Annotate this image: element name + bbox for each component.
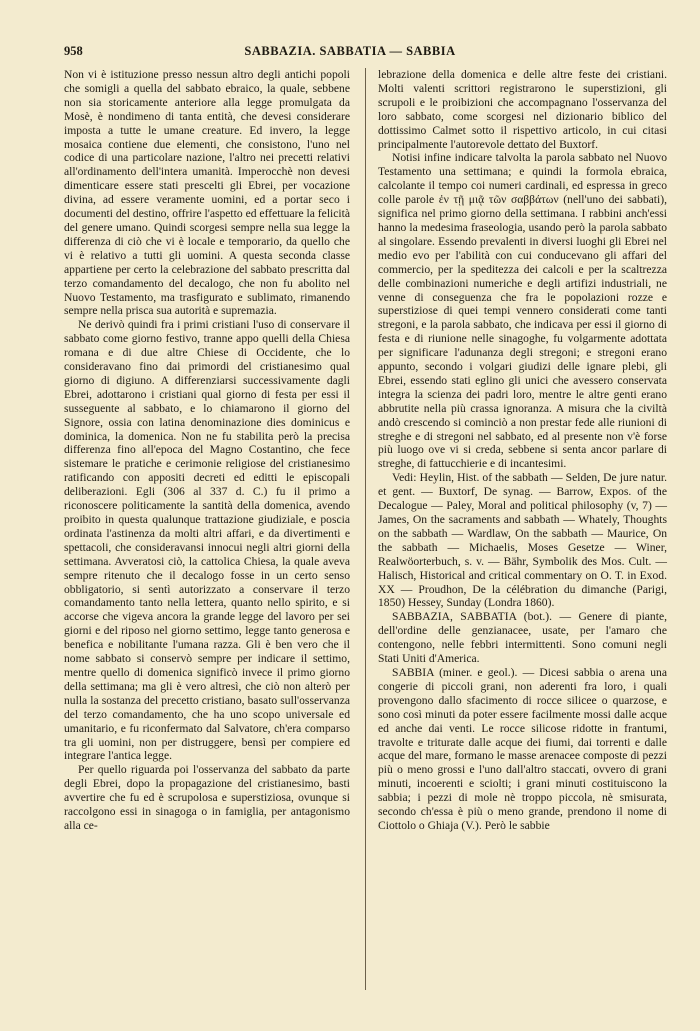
right-column	[378, 68, 667, 833]
entry-sabbazia: SABBAZIA, SABBATIA (bot.). — Genere di piante, dell'ordine delle genzianacee, usate, per l'amaro che contengono, nelle febbri intermittenti. Sono comuni negli Stati Uniti d'America.	[378, 610, 667, 666]
paragraph: Per quello riguarda poi l'osservanza del sabbato da parte degli Ebrei, dopo la propagazione del cristianesimo, basti avvertire che fu ed è scrupolosa e superstiziosa, ovunque si raccolgono essi in sinagoga o in famiglia, per antagonismo alla ce-	[64, 763, 350, 832]
paragraph: Ne derivò quindi fra i primi cristiani l'uso di conservare il sabbato come giorno festivo, tranne appo quelli della Chiesa romana e di due altre Chiese di Occidente, che lo consideravano fino dai primordi del cristianesimo qual giorno di digiuno. A differenziarsi successivamente dagli Ebrei, adottarono i cristiani qual giorno di festa per essi il susseguente al sabbato, e lo chiamarono il giorno del Signore, ossia con latina denominazione dies dominicus e dominica, la domenica. Non ne fu stabilita però la precisa differenza fino all'epoca del Magno Costantino, che fece sistemare le pratiche e cerimonie religiose del cristianesimo ratificando con appositi decreti ed editti le episcopali deliberazioni. Egli (306 al 337 d. C.) fu il primo a riconoscere politicamente la santità della domenica, avendo proibito in questa qualunque trattazione giudiziale, e poscia ordinata l'astinenza da molti altri affari, e da divertimenti e spettacoli, che consideravansi innocui negli altri giorni della settimana. Avveratosi ciò, la cattolica Chiesa, la quale aveva sempre ritenuto che il decalogo fosse in un certo senso obbligatorio, si sentì autorizzato a conservare il terzo comandamento tanto nella lettera, quanto nello spirito, e si accorse che vigeva ancora la grande legge del lavoro per sei giorni e del riposo nel giorno settimo, legge tanto generosa e benefica e nobilitante l'umana razza. Gli è ben vero che il nome sabbato si conservò sempre per indicare il settimo, mentre quello di domenica significò invece il primo giorno della settimana; ma gli è vero altresì, che ciò non alterò per nulla la sostanza del precetto cristiano, basato sull'osservanza del terzo comandamento, che ha uno scopo universale ed umanitario, e fu riconfermato dal Salvatore, ch'era comparso tra gli uomini, non per distruggere, bensì per compiere ed integrare l'antica legge.	[64, 318, 350, 763]
paragraph: Notisi infine indicare talvolta la parola sabbato nel Nuovo Testamento una settimana; e quindi la formola ebraica, calcolante il tempo coi numeri cardinali, ed espressa in greco colle parole ἐν τῇ μιᾷ τῶν σαββάτων (nell'uno dei sabbati), significa nel primo giorno della settimana. I rabbini anch'essi hanno la medesima fraseologia, usando però la parola sabbato al singolare. Essendo prevalenti in diversi luoghi gli Ebrei nel medio evo per l'abilità con cui conducevano gli affari del commercio, per la speditezza dei calcoli e per la scaltrezza delle combinazioni numeriche e degli artifizi industriali, ne venne di conseguenza che fra le popolazioni rozze e superstiziose di quei tempi vennero considerati come tanti stregoni, e la parola sabbato, che indicava per essi il giorno di festa e di riunione nelle sinagoghe, fu volgarmente adottata per significare l'adunanza degli stregoni; e stregoni erano appunto, secondo i volgari giudizi delle ignare plebi, gli Ebrei, essendo stati eglino gli unici che avessero conservata integra la scienza dei padri loro, mentre le altre genti erano abbrutite nella più crassa ignoranza. A misura che la civiltà andò crescendo si cominciò a non prestar fede alle riunioni di streghe e di stregoni nel sabbato, ed al presente non v'è forse più luogo ove vi si creda, sebbene si senta ancor parlare di streghe, di fattucchierie e di incantesimi.	[378, 151, 667, 471]
page-number: 958	[64, 44, 83, 58]
running-title: SABBAZIA. SABBATIA — SABBIA	[244, 44, 456, 58]
left-column	[64, 68, 350, 833]
paragraph: lebrazione della domenica e delle altre feste dei cristiani. Molti valenti scrittori registrarono le superstizioni, gli scrupoli e le proibizioni che accompagnano l'osservanza del loro sabbato, come scorgesi nel dizionario biblico del dottissimo Calmet sotto il rispettivo articolo, in cui citasi principalmente l'autorevole dettato del Buxtorf.	[378, 68, 667, 151]
entry-sabbia: SABBIA (miner. e geol.). — Dicesi sabbia o arena una congerie di piccoli grani, non aderenti fra loro, i quali provengono dallo sfacimento di rocce silicee o quarzose, e sono così minuti da poter essere facilmente mossi dalle acque ed anche dai venti. Le rocce silicose ridotte in frantumi, travolte e triturate dalle acque dei fiumi, dai torrenti e dalle acque del mare, formano le masse arenacee composte di pezzi più o meno grossi e l'uno dall'altro staccati, ovvero di grani minuti, incoerenti e sciolti; i grani minuti costituiscono la sabbia; i pezzi di mole nè troppo piccola, nè smisurata, secondo ch'essa è più o meno grande, prendono il nome di Ciottolo o Ghiaja (V.). Però le sabbie	[378, 665, 667, 832]
bibliography-paragraph: Vedi: Heylin, Hist. of the sabbath — Selden, De jure natur. et gent. — Buxtorf, De synag. — Barrow, Expos. of the Decalogue — Paley, Moral and political philosophy (v, 7) — James, On the sacraments and sabbath — Whately, Thoughts on the sabbath — Wardlaw, On the sabbath — Maurice, On the sabbath — Michaelis, Moses Gesetze — Winer, Realwöorterbuch, s. v. — Bähr, Symbolik des Mos. Cult. — Halisch, Historical and critical commentary on O. T. in Exod. XX — Proudhon, De la célébration du dimanche (Parigi, 1850) Hessey, Sunday (Londra 1860).	[378, 471, 667, 610]
column-divider	[365, 68, 366, 990]
page-header	[64, 44, 636, 64]
paragraph: Non vi è istituzione presso nessun altro degli antichi popoli che somigli a quella del sabbato ebraico, la quale, sebbene non sia storicamente anteriore alla legge promulgata da Mosè, è nondimeno di tanta entità, che devesi considerare imposta a tutte le umane creature. Ed invero, la legge mosaica contiene due elementi, che consistono, l'uno nel codice di una particolare nazione, l'altro nei precetti relativi all'ordinamento dell'intera umanità. Imperocchè non devesi dimenticare essere stati prescelti gli Ebrei, per vocazione divina, ad essere veramente uomini, ed a portar seco i documenti del destino, offrire l'aspetto ed effettuare la felicità del genere umano. Quindi scorgesi sempre nella sua legge la differenza di ciò che vi è locale e temporario, da quello che vi è relativo a tutti gli uomini. A questa seconda classe appartiene per certo la celebrazione del sabbato prescritta dal terzo comandamento del decalogo, che non fu abolito nel Nuovo Testamento, ma trasfigurato e sublimato, rimanendo sempre nella prisca sua autorità e supremazia.	[64, 68, 350, 318]
